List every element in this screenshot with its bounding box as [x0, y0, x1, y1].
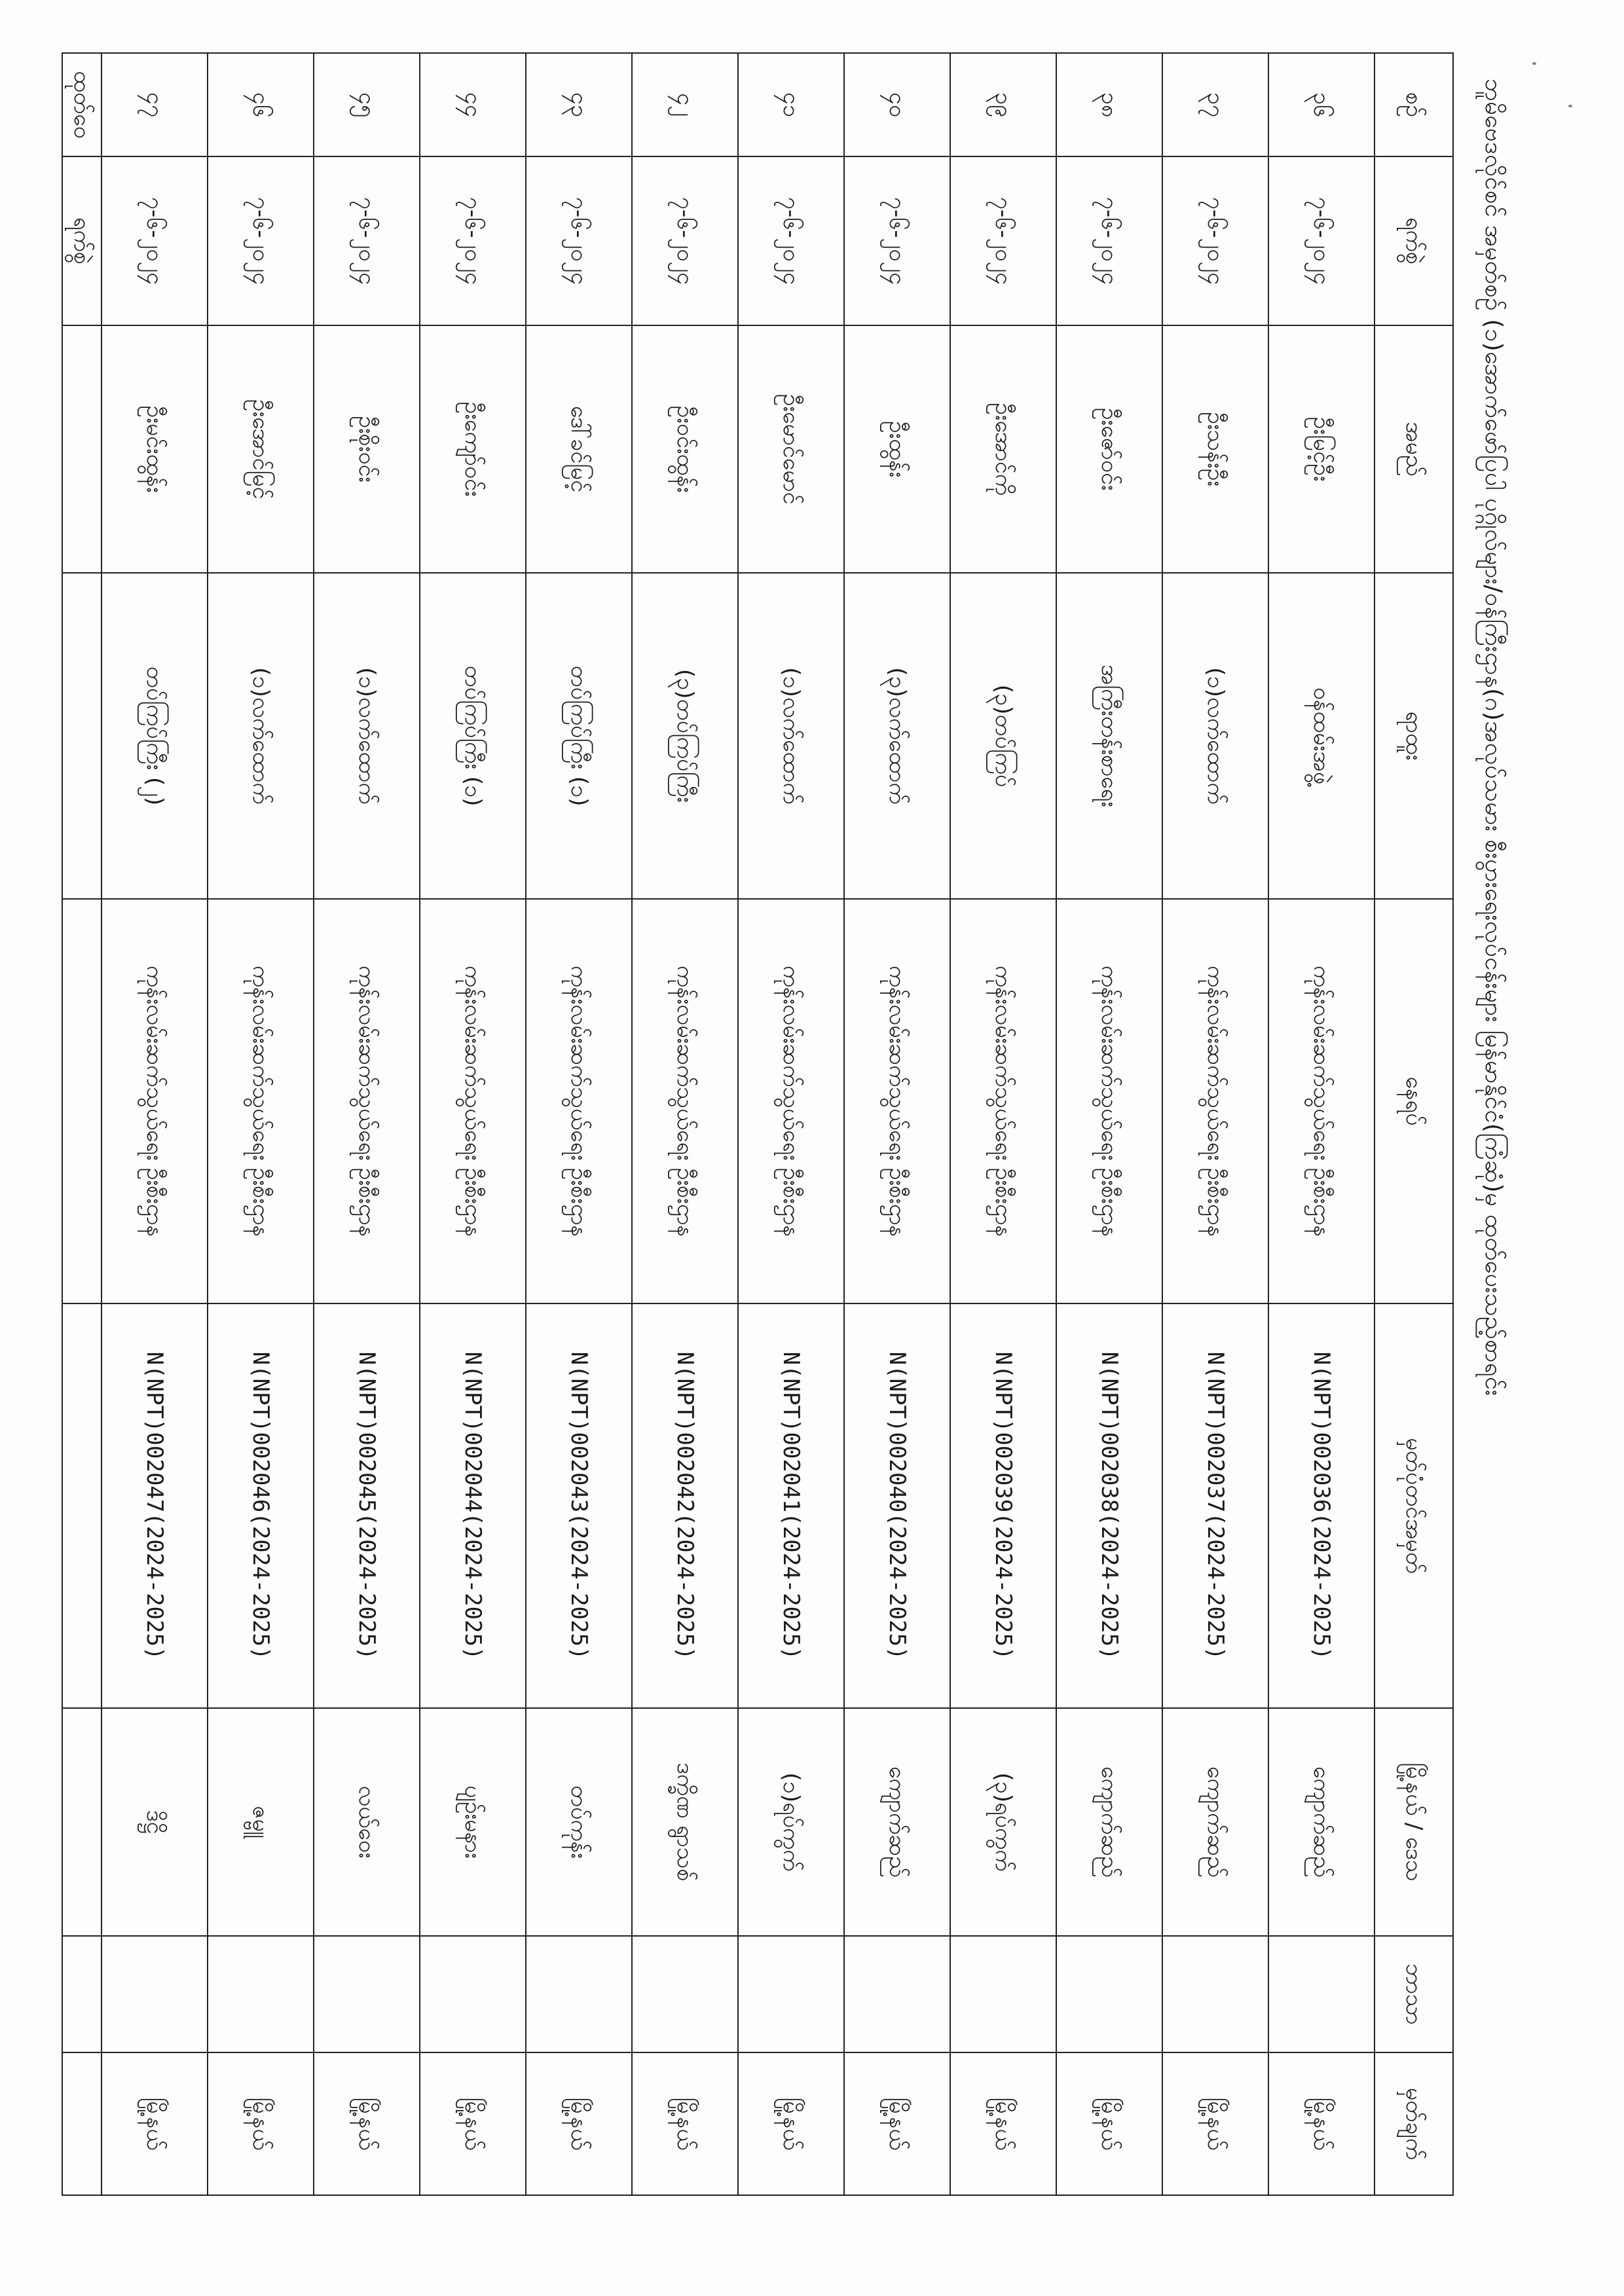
cell-name: ဦးမင်းထွန်း	[101, 325, 208, 573]
cell-address: ကုန်းလမ်းဆက်သွယ်ရေး ဦးစီးဌာန	[844, 899, 950, 1303]
cell-subject	[1268, 1936, 1375, 2052]
header-date: ရက်စွဲ	[1375, 156, 1453, 325]
cell-position: တပ်ကြပ်ကြီး (၂)	[101, 573, 208, 899]
cell-address: ကုန်းလမ်းဆက်သွယ်ရေး ဦးစီးဌာန	[1056, 899, 1162, 1303]
cell-note: မြို့နယ်	[1268, 2052, 1375, 2195]
cell-township: ကျောက်ဆည်	[1162, 1708, 1268, 1936]
header-no: စဉ်	[1375, 53, 1453, 156]
cell-subject	[738, 1936, 844, 2052]
cell-subject	[101, 1936, 208, 2052]
cell-subject	[314, 1936, 420, 2052]
cell-no: ၃၉	[950, 53, 1056, 156]
cell-date: ၇-၆-၂၀၂၄	[420, 156, 526, 325]
cell-name: ဦးဇော်ဝင်း	[1056, 325, 1162, 573]
cell-no: ၄၂	[632, 53, 738, 156]
table-row	[526, 53, 632, 2195]
cell-no: ၄၅	[314, 53, 420, 156]
cell-note: မြို့နယ်	[208, 2052, 314, 2195]
cell-township: ဒိဋ္ဌိ	[101, 1708, 208, 1936]
footer-empty-cell	[62, 325, 101, 573]
table-row	[1056, 53, 1162, 2195]
cell-no: ၄၄	[420, 53, 526, 156]
cell-reg-no: N(NPT)002044(2024-2025)	[420, 1303, 526, 1708]
registration-table	[62, 52, 1454, 2196]
cell-reg-no: N(NPT)002043(2024-2025)	[526, 1303, 632, 1708]
cell-reg-no: N(NPT)002040(2024-2025)	[844, 1303, 950, 1708]
cell-township: ဒက္ခိဏ ရွာသစ်	[632, 1708, 738, 1936]
cell-no: ၄၃	[526, 53, 632, 156]
footer-col-b: ရက်စွဲ	[62, 156, 101, 325]
cell-no: ၃၈	[1056, 53, 1162, 156]
document-title: ဘူမိဗေဒလိုင်စင် အမှတ်စဉ် (၁)အောက်ဖော်ပြပါ ပုဂ္ဂိုလ်များ/ဝန်ကြီးဌာန(ဂ)အလုပ်သမား စီးပွားရေးလုပ်ငန်းများ မြန်မာနိုင်ငံ(ကြံဆုံ)မှ ထုတ်ပေးသည့်စာရင်း	[1480, 79, 1507, 1396]
cell-position: တပ်ကြပ်ကြီး (၁)	[420, 573, 526, 899]
footer-row	[62, 53, 101, 2195]
cell-name: ဦးကျော်ဝင်း	[420, 325, 526, 573]
footer-empty-cell	[62, 1708, 101, 1936]
scan-speck	[1532, 62, 1536, 65]
cell-date: ၇-၆-၂၀၂၄	[314, 156, 420, 325]
header-name: အမည်	[1375, 325, 1453, 573]
cell-note: မြို့နယ်	[1056, 2052, 1162, 2195]
table-row	[101, 53, 208, 2195]
header-note: မှတ်ချက်	[1375, 2052, 1453, 2195]
cell-address: ကုန်းလမ်းဆက်သွယ်ရေး ဦးစီးဌာန	[526, 899, 632, 1303]
table-row	[420, 53, 526, 2195]
footer-empty-cell	[62, 899, 101, 1303]
cell-township: (၁)ရပ်ကွက်	[738, 1708, 844, 1936]
cell-reg-no: N(NPT)002041(2024-2025)	[738, 1303, 844, 1708]
cell-address: ကုန်းလမ်းဆက်သွယ်ရေး ဦးစီးဌာန	[420, 899, 526, 1303]
footer-empty-cell	[62, 1936, 101, 2052]
cell-township: ကျောက်ဆည်	[1268, 1708, 1375, 1936]
cell-subject	[208, 1936, 314, 2052]
cell-name: ဦးစိုးဝင်း	[314, 325, 420, 573]
cell-position: ဝန်ထမ်းအဖွဲ့	[1268, 573, 1375, 899]
cell-date: ၇-၆-၂၀၂၄	[1162, 156, 1268, 325]
cell-no: ၃၇	[1162, 53, 1268, 156]
cell-name: ဦးမြင့်ဦး	[1268, 325, 1375, 573]
scan-speck	[1568, 105, 1572, 107]
cell-subject	[1056, 1936, 1162, 2052]
cell-position: (၁)လက်ထောက်	[738, 573, 844, 899]
cell-date: ၇-၆-၂၀၂၄	[738, 156, 844, 325]
cell-name: ဦးအောင်ကို	[950, 325, 1056, 573]
cell-date: ၇-၆-၂၀၂၄	[1056, 156, 1162, 325]
footer-empty-cell	[62, 573, 101, 899]
cell-reg-no: N(NPT)002047(2024-2025)	[101, 1303, 208, 1708]
cell-date: ၇-၆-၂၀၂၄	[526, 156, 632, 325]
table-row	[844, 53, 950, 2195]
cell-address: ကုန်းလမ်းဆက်သွယ်ရေး ဦးစီးဌာန	[101, 899, 208, 1303]
cell-name: ဦးအောင်မြင့်	[208, 325, 314, 573]
table-row	[1268, 53, 1375, 2195]
header-address: နေရပ်	[1375, 899, 1453, 1303]
cell-subject	[844, 1936, 950, 2052]
cell-no: ၄၀	[844, 53, 950, 156]
cell-reg-no: N(NPT)002045(2024-2025)	[314, 1303, 420, 1708]
header-reg-no: မှတ်ပုံတင်အမှတ်	[1375, 1303, 1453, 1708]
cell-no: ၄၇	[101, 53, 208, 156]
cell-note: မြို့နယ်	[1162, 2052, 1268, 2195]
rotated-content	[69, 52, 1513, 2206]
footer-col-a: ထုတ်ဝေ	[62, 53, 101, 156]
cell-township: ကျောက်ဆည်	[844, 1708, 950, 1936]
cell-township: ဇမ္ဗူ	[208, 1708, 314, 1936]
table-row	[738, 53, 844, 2195]
cell-note: မြို့နယ်	[420, 2052, 526, 2195]
cell-note: မြို့နယ်	[844, 2052, 950, 2195]
cell-position: တပ်ကြပ်ကြီး (၁)	[526, 573, 632, 899]
footer-empty-cell	[62, 2052, 101, 2195]
cell-reg-no: N(NPT)002046(2024-2025)	[208, 1303, 314, 1708]
cell-name: ဦးထွန်း	[844, 325, 950, 573]
cell-address: ကုန်းလမ်းဆက်သွယ်ရေး ဦးစီးဌာန	[950, 899, 1056, 1303]
cell-reg-no: N(NPT)002038(2024-2025)	[1056, 1303, 1162, 1708]
cell-position: (၃)လက်ထောက်	[844, 573, 950, 899]
cell-name: ဦးသန်းဦး	[1162, 325, 1268, 573]
table-row	[632, 53, 738, 2195]
cell-date: ၇-၆-၂၀၂၄	[1268, 156, 1375, 325]
header-position: ရာထူး	[1375, 573, 1453, 899]
header-row	[1375, 53, 1453, 2195]
cell-subject	[420, 1936, 526, 2052]
cell-township: ကျောက်ဆည်	[1056, 1708, 1162, 1936]
cell-address: ကုန်းလမ်းဆက်သွယ်ရေး ဦးစီးဌာန	[208, 899, 314, 1303]
cell-date: ၇-၆-၂၀၂၄	[844, 156, 950, 325]
cell-reg-no: N(NPT)002039(2024-2025)	[950, 1303, 1056, 1708]
cell-name: ဦးမောင်မောင်	[738, 325, 844, 573]
cell-reg-no: N(NPT)002042(2024-2025)	[632, 1303, 738, 1708]
cell-township: ပျဉ်းမနား	[420, 1708, 526, 1936]
cell-date: ၇-၆-၂၀၂၄	[208, 156, 314, 325]
cell-note: မြို့နယ်	[738, 2052, 844, 2195]
cell-note: မြို့နယ်	[314, 2052, 420, 2195]
cell-no: ၃၆	[1268, 53, 1375, 156]
table-row	[314, 53, 420, 2195]
cell-subject	[632, 1936, 738, 2052]
cell-date: ၇-၆-၂၀၂၄	[950, 156, 1056, 325]
table-row	[1162, 53, 1268, 2195]
table-body	[62, 53, 1375, 2195]
cell-no: ၄၁	[738, 53, 844, 156]
header-subject: ဘာသာ	[1375, 1936, 1453, 2052]
cell-address: ကုန်းလမ်းဆက်သွယ်ရေး ဦးစီးဌာန	[632, 899, 738, 1303]
cell-address: ကုန်းလမ်းဆက်သွယ်ရေး ဦးစီးဌာန	[1268, 899, 1375, 1303]
cell-township: တပ်ကုန်း	[526, 1708, 632, 1936]
cell-address: ကုန်းလမ်းဆက်သွယ်ရေး ဦးစီးဌာန	[1162, 899, 1268, 1303]
cell-note: မြို့နယ်	[950, 2052, 1056, 2195]
table-row	[950, 53, 1056, 2195]
cell-note: မြို့နယ်	[632, 2052, 738, 2195]
cell-address: ကုန်းလမ်းဆက်သွယ်ရေး ဦးစီးဌာန	[738, 899, 844, 1303]
cell-reg-no: N(NPT)002037(2024-2025)	[1162, 1303, 1268, 1708]
cell-township: (၃)ရပ်ကွက်	[950, 1708, 1056, 1936]
table-wrapper	[62, 52, 1454, 2196]
cell-position: (၃)တပ်ကြပ်	[950, 573, 1056, 899]
cell-name: ဒေါ်ခင်မြင့်	[526, 325, 632, 573]
cell-position: (၃)တပ်ကြပ်ကြီး	[632, 573, 738, 899]
cell-subject	[526, 1936, 632, 2052]
cell-no: ၄၆	[208, 53, 314, 156]
cell-note: မြို့နယ်	[526, 2052, 632, 2195]
cell-position: (၁)လက်ထောက်	[314, 573, 420, 899]
cell-position: (၁)လက်ထောက်	[1162, 573, 1268, 899]
cell-subject	[950, 1936, 1056, 2052]
cell-subject	[1162, 1936, 1268, 2052]
cell-position: (၁)လက်ထောက်	[208, 573, 314, 899]
cell-reg-no: N(NPT)002036(2024-2025)	[1268, 1303, 1375, 1708]
footer-empty-cell	[62, 1303, 101, 1708]
cell-position: အကြီးတန်းစာရေး	[1056, 573, 1162, 899]
table-row	[208, 53, 314, 2195]
cell-address: ကုန်းလမ်းဆက်သွယ်ရေး ဦးစီးဌာန	[314, 899, 420, 1303]
cell-date: ၇-၆-၂၀၂၄	[101, 156, 208, 325]
cell-name: ဦးဝင်းထွန်း	[632, 325, 738, 573]
cell-date: ၇-၆-၂၀၂၄	[632, 156, 738, 325]
cell-township: လယ်ဝေး	[314, 1708, 420, 1936]
header-township: မြို့နယ် / ဒေသ	[1375, 1708, 1453, 1936]
cell-note: မြို့နယ်	[101, 2052, 208, 2195]
